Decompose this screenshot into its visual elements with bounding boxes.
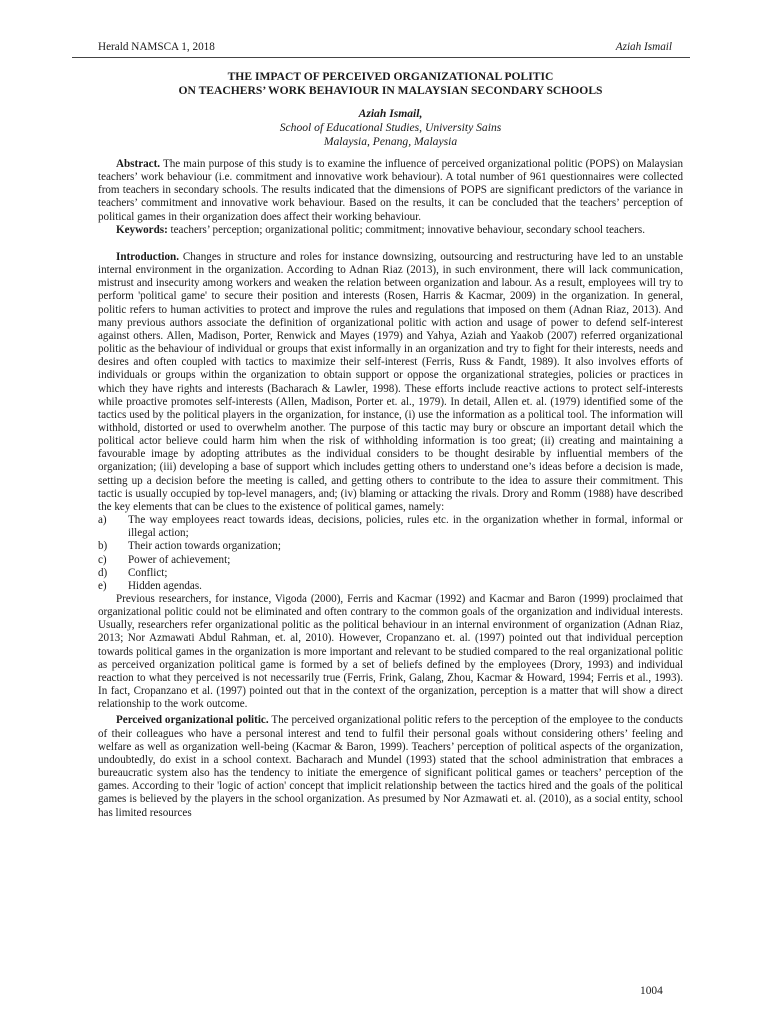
abstract-label: Abstract. [116, 158, 161, 170]
page-number: 1004 [640, 985, 663, 997]
affiliation-line: Malaysia, Penang, Malaysia [323, 135, 458, 148]
list-marker: e) [98, 579, 107, 592]
list-item [98, 554, 683, 567]
abstract-paragraph [98, 158, 683, 224]
title-line: THE IMPACT OF PERCEIVED ORGANIZATIONAL POLITIC [227, 70, 554, 83]
header-rule [72, 57, 690, 58]
list-marker: a) [98, 514, 107, 527]
political-elements-list [98, 514, 683, 593]
affiliation-line: School of Educational Studies, University Sains [279, 121, 502, 134]
author-name: Aziah Ismail, [358, 107, 423, 120]
list-marker: c) [98, 553, 107, 566]
keywords-text: teachers’ perception; organizational politic; commitment; innovative behaviour, secondary school teachers. [167, 223, 646, 236]
list-item-text: The way employees react towards ideas, decisions, policies, rules etc. in the organization whether in formal, informal or illegal action; [128, 514, 683, 540]
introduction-text: Changes in structure and roles for instance downsizing, outsourcing and restructuring have led to an unstable internal environment in the organization. According to Adnan Riaz (2013), in such environment, there will lack communication, mistrust and insecurity among workers and weaken the relation between organization and labour. As a result, employees will try to perform 'political game' to secure their position and interests (Rosen, Harris & Kacmar, 2009) in the organization. In general, politic refers to human activities to protect and improve the rules and regulations that imposed on them (Adnan Riaz, 2013). And many previous authors associate the definition of organizational politic with action and usage of power to defend self-interest against others. Allen, Madison, Porter, Renwick and Mayes (1979) and Yahya, Aziah and Yaakob (2007) referred organizational politic as the behaviour of individual or groups that exist informally in an organization and try to fight for their interests, needs and desires and often coupled with tactics to maximize their self-interest (Ferris, Russ & Fandt, 1989). It also involves efforts of individuals or groups within the organization to obtain support or oppose the organizational strategies, policies or practices in which they have rights and interests (Bacharach & Lawler, 1998). These efforts include reactive actions to protect self-interests while proactive promotes self-interests (Allen, Madison, Porter et. al., 1979). In detail, Allen et. al. (1979) identified some of the tactics used by the political players in the organization, for instance, (i) use the information as a political tool. The information will withhold, distorted or used to overwhelm another. The purpose of this tactic may bury or obscure an important detail which the political actor believe could harm him when the risk of withholding information is too great; (ii) creating and maintaining a favourable image by adopting attributes as the individual considers to be thought desirable by influential members of the organization; (iii) developing a base of support which includes getting others to understand one’s ideas before a decision is made, setting up a decision before the meeting is called, and getting others to contribute to the idea to assure their commitment. This tactic is usually occupied by top-level managers, and; (iv) blaming or attacking the rivals. Drory and Romm (1988) have described the key elements that can be clues to the existence of political games, namely: [98, 250, 683, 513]
list-item-text: Hidden agendas. [128, 579, 202, 592]
introduction-paragraph [98, 251, 683, 514]
keywords-paragraph [98, 224, 683, 237]
article-title [98, 70, 683, 98]
author-affiliation [98, 121, 683, 149]
perceived-politic-paragraph [98, 714, 683, 819]
keywords-label: Keywords: [116, 223, 168, 236]
list-item [98, 540, 683, 553]
title-line: ON TEACHERS’ WORK BEHAVIOUR IN MALAYSIAN SECONDARY SCHOOLS [178, 84, 603, 97]
list-item-text: Power of achievement; [128, 553, 231, 566]
list-item [98, 514, 683, 540]
list-item [98, 567, 683, 580]
journal-citation: Herald NAMSCA 1, 2018 [98, 41, 215, 53]
list-marker: b) [98, 540, 108, 553]
abstract-text: The main purpose of this study is to examine the influence of perceived organizational politic (POPS) on Malaysian teachers’ work behaviour (i.e. commitment and innovative work behaviour). A total number of 961 questionnaires were collected from teachers in secondary schools. The results indicated that the dimensions of POPS are significant predictors of the variance in teachers’ commitment and innovative work behaviour. Based on the results, it can be concluded that the teachers’ perception of political games in their organization does affect their working behaviour. [98, 158, 683, 223]
introduction-label: Introduction. [116, 250, 179, 263]
previous-researchers-paragraph: Previous researchers, for instance, Vigoda (2000), Ferris and Kacmar (1992) and Kacmar and Baron (1999) proclaimed that organizational politic could not be eliminated and often contrary to the common goals of the organization and individual interests. Usually, researchers refer organizational politic as the political behaviour in an internal environment of organization (Adnan Riaz, 2013; Nor Azmawati Abdul Rahman, et. al, 2010). However, Cropanzano et. al. (1997) pointed out that individual perception towards political games in the organization is more important and relevant to be studied compared to the real organizational politic as perceived organization political game is formed by a set of beliefs defined by the employees (Drory, 1993) and individual reaction to what they perceived is not necessarily true (Ferris, Frink, Galang, Zhou, Kacmar & Howard, 1994; Ferris et al., 1993). In fact, Cropanzano et al. (1997) pointed out that in the context of the organization, perception is a matter that will show a direct relationship to the work outcome. [98, 593, 683, 711]
perceived-politic-text: The perceived organizational politic refers to the perception of the employee to the conducts of their colleagues who have a personal interest and tend to fulfil their personal goals without considering others’ feeling and welfare as well as organization well-being (Kacmar & Baron, 1999). Teachers’ perception of political aspects of the organization, undoubtedly, do exist in a school context. Bacharach and Mundel (1993) stated that the school administration that embraces a bureaucratic system also has the tendency to initiate the emergence of significant political games or teachers’ perception of the games. According to their 'logic of action' concept that implicit relationship between the tactics hired and the goals of the political games is believed by the players in the school organization. As presumed by Nor Azmawati et. al. (2010), as a social entity, school has limited resources [98, 714, 684, 819]
article-body [98, 70, 683, 820]
perceived-politic-label: Perceived organizational politic. [116, 714, 269, 727]
list-marker: d) [98, 566, 108, 579]
running-author: Aziah Ismail [615, 41, 672, 53]
list-item-text: Conflict; [128, 566, 168, 579]
list-item-text: Their action towards organization; [128, 540, 281, 553]
list-item [98, 580, 683, 593]
